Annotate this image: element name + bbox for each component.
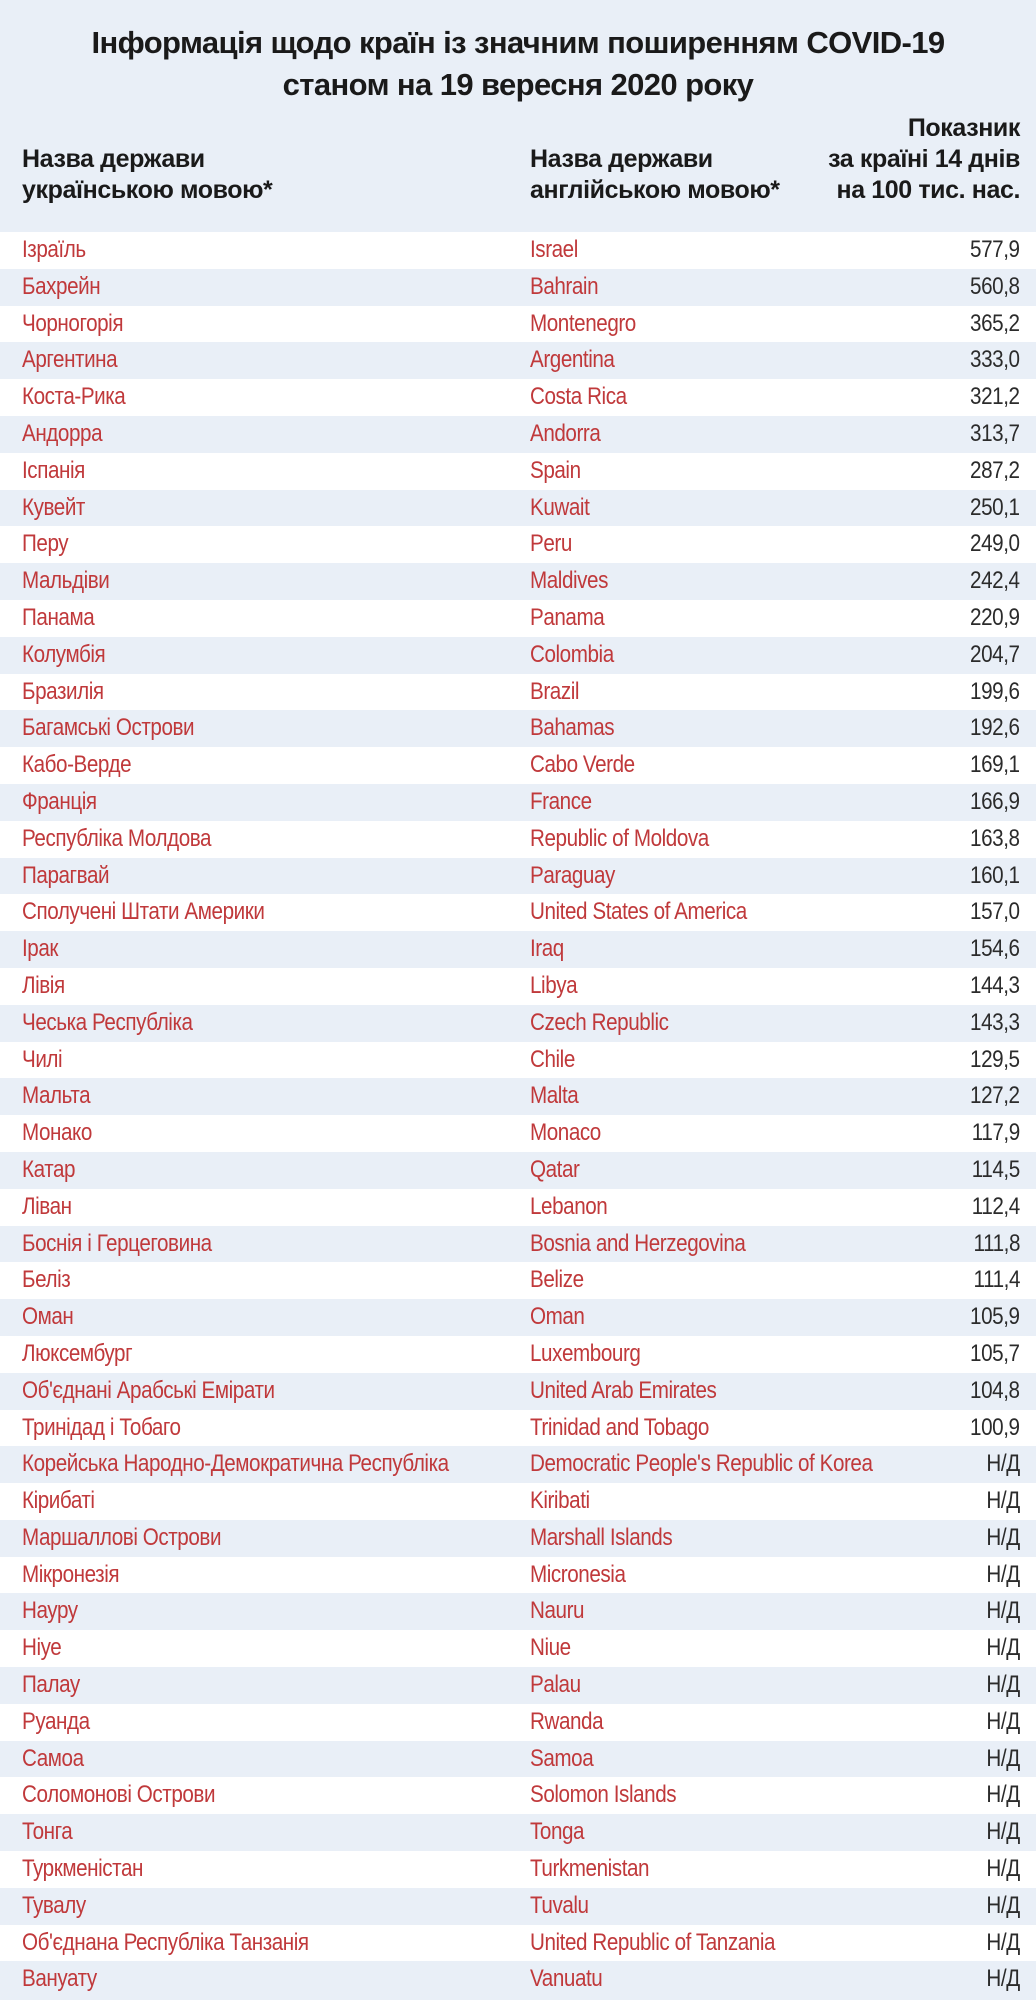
country-name-ukrainian: Соломонові Острови bbox=[22, 1781, 216, 1809]
incidence-value: 143,3 bbox=[970, 1008, 1020, 1036]
country-name-english: Niue bbox=[530, 1634, 571, 1662]
table-row bbox=[0, 1630, 1036, 1667]
incidence-value: 321,2 bbox=[970, 383, 1020, 411]
incidence-value: Н/Д bbox=[986, 1818, 1020, 1846]
table-row bbox=[0, 1593, 1036, 1630]
country-name-ukrainian: Беліз bbox=[22, 1266, 71, 1294]
table-row bbox=[0, 342, 1036, 379]
country-name-english: Paraguay bbox=[530, 861, 615, 889]
country-name-english: Spain bbox=[530, 456, 581, 484]
country-name-ukrainian: Корейська Народно-Демократична Республіка bbox=[22, 1450, 449, 1478]
table-row bbox=[0, 232, 1036, 269]
country-name-ukrainian: Тонга bbox=[22, 1818, 73, 1846]
country-name-ukrainian: Республіка Молдова bbox=[22, 824, 212, 852]
incidence-value: 249,0 bbox=[970, 530, 1020, 558]
country-name-english: Brazil bbox=[530, 677, 580, 705]
incidence-value: 111,4 bbox=[973, 1266, 1020, 1294]
country-name-english: Micronesia bbox=[530, 1560, 626, 1588]
table-row bbox=[0, 600, 1036, 637]
country-name-ukrainian: Ізраїль bbox=[22, 236, 86, 263]
country-name-english: Panama bbox=[530, 603, 605, 631]
country-name-ukrainian: Тувалу bbox=[22, 1891, 86, 1919]
country-name-ukrainian: Люксембург bbox=[22, 1339, 133, 1367]
table-row bbox=[0, 894, 1036, 931]
table-row bbox=[0, 306, 1036, 343]
country-name-english: Tuvalu bbox=[530, 1891, 589, 1919]
country-name-ukrainian: Кабо-Верде bbox=[22, 751, 132, 779]
incidence-value: 111,8 bbox=[973, 1229, 1020, 1257]
table-row bbox=[0, 1851, 1036, 1888]
country-name-english: Nauru bbox=[530, 1597, 585, 1625]
country-name-english: Montenegro bbox=[530, 309, 636, 337]
incidence-value: 117,9 bbox=[972, 1119, 1020, 1147]
country-name-ukrainian: Ліван bbox=[22, 1192, 72, 1220]
incidence-value: 166,9 bbox=[970, 787, 1020, 815]
incidence-value: Н/Д bbox=[986, 1781, 1020, 1809]
table-row bbox=[0, 1483, 1036, 1520]
incidence-value: 250,1 bbox=[970, 493, 1020, 521]
column-header-english-name-line-2: англійською мовою* bbox=[530, 176, 780, 204]
country-name-english: Turkmenistan bbox=[530, 1855, 650, 1883]
country-name-english: Marshall Islands bbox=[530, 1523, 673, 1551]
country-name-english: Andorra bbox=[530, 419, 601, 447]
country-name-english: France bbox=[530, 787, 592, 815]
country-name-ukrainian: Чеська Республіка bbox=[22, 1008, 193, 1036]
country-name-ukrainian: Перу bbox=[22, 530, 69, 558]
table-row bbox=[0, 1373, 1036, 1410]
table-row bbox=[0, 490, 1036, 527]
column-header-indicator-line-2: за країні 14 днів bbox=[828, 145, 1020, 173]
table-row bbox=[0, 416, 1036, 453]
country-name-ukrainian: Кувейт bbox=[22, 493, 85, 521]
country-name-ukrainian: Коста-Рика bbox=[22, 383, 126, 411]
table-row bbox=[0, 968, 1036, 1005]
country-name-ukrainian: Бахрейн bbox=[22, 272, 101, 300]
country-name-english: Argentina bbox=[530, 346, 615, 374]
table-row bbox=[0, 1299, 1036, 1336]
table-row bbox=[0, 1005, 1036, 1042]
table-row bbox=[0, 1667, 1036, 1704]
country-name-ukrainian: Самоа bbox=[22, 1744, 84, 1772]
table-row bbox=[0, 563, 1036, 600]
country-name-english: Vanuatu bbox=[530, 1965, 603, 1993]
table-row bbox=[0, 1741, 1036, 1778]
country-name-ukrainian: Монако bbox=[22, 1119, 92, 1147]
country-name-ukrainian: Іспанія bbox=[22, 456, 85, 484]
country-name-ukrainian: Колумбія bbox=[22, 640, 106, 668]
country-name-ukrainian: Мікронезія bbox=[22, 1560, 120, 1588]
country-name-ukrainian: Маршаллові Острови bbox=[22, 1523, 222, 1551]
table-row bbox=[0, 1189, 1036, 1226]
table-row bbox=[0, 1078, 1036, 1115]
country-name-english: Palau bbox=[530, 1671, 581, 1699]
column-header-english-name bbox=[530, 144, 780, 206]
country-table bbox=[0, 232, 1036, 1998]
incidence-value: Н/Д bbox=[986, 1707, 1020, 1735]
country-name-ukrainian: Панама bbox=[22, 603, 95, 631]
country-name-ukrainian: Мальдіви bbox=[22, 567, 110, 595]
country-name-ukrainian: Об'єднані Арабські Емірати bbox=[22, 1376, 275, 1404]
table-row bbox=[0, 747, 1036, 784]
country-name-ukrainian: Науру bbox=[22, 1597, 78, 1625]
incidence-value: 127,2 bbox=[970, 1082, 1020, 1110]
incidence-value: 154,6 bbox=[970, 935, 1020, 963]
table-row bbox=[0, 1888, 1036, 1925]
title-line-2: станом на 19 вересня 2020 року bbox=[282, 67, 754, 102]
table-row bbox=[0, 1262, 1036, 1299]
country-name-english: Chile bbox=[530, 1045, 575, 1073]
incidence-value: 169,1 bbox=[970, 751, 1020, 779]
country-name-english: Maldives bbox=[530, 567, 609, 595]
incidence-value: Н/Д bbox=[986, 1597, 1020, 1625]
table-row bbox=[0, 1777, 1036, 1814]
country-name-ukrainian: Оман bbox=[22, 1303, 74, 1331]
country-name-english: Trinidad and Tobago bbox=[530, 1413, 709, 1441]
column-header-indicator-line-3: на 100 тис. нас. bbox=[836, 176, 1020, 204]
country-name-ukrainian: Чилі bbox=[22, 1045, 63, 1073]
table-row bbox=[0, 1336, 1036, 1373]
country-name-ukrainian: Палау bbox=[22, 1671, 80, 1699]
incidence-value: 160,1 bbox=[970, 861, 1020, 889]
column-header-indicator-line-1: Показник bbox=[907, 114, 1020, 142]
country-name-ukrainian: Туркменістан bbox=[22, 1855, 143, 1883]
country-name-english: Czech Republic bbox=[530, 1008, 669, 1036]
incidence-value: 104,8 bbox=[970, 1376, 1020, 1404]
table-row bbox=[0, 1520, 1036, 1557]
country-name-english: Qatar bbox=[530, 1155, 580, 1183]
country-name-english: Kiribati bbox=[530, 1487, 590, 1515]
country-name-english: Tonga bbox=[530, 1818, 585, 1846]
country-name-ukrainian: Багамські Острови bbox=[22, 714, 195, 742]
title-line-1: Інформація щодо країн із значним поширенням COVID-19 bbox=[91, 25, 945, 60]
incidence-value: 242,4 bbox=[970, 567, 1020, 595]
table-row bbox=[0, 1152, 1036, 1189]
incidence-value: 163,8 bbox=[970, 824, 1020, 852]
table-row bbox=[0, 821, 1036, 858]
country-name-english: Colombia bbox=[530, 640, 614, 668]
incidence-value: 204,7 bbox=[970, 640, 1020, 668]
country-name-ukrainian: Руанда bbox=[22, 1707, 90, 1735]
column-header-english-name-line-1: Назва держави bbox=[530, 145, 713, 173]
country-name-english: Kuwait bbox=[530, 493, 590, 521]
country-name-english: Republic of Moldova bbox=[530, 824, 709, 852]
country-name-ukrainian: Ірак bbox=[22, 935, 59, 963]
country-name-ukrainian: Аргентина bbox=[22, 346, 118, 374]
country-name-english: Costa Rica bbox=[530, 383, 627, 411]
incidence-value: 577,9 bbox=[970, 236, 1020, 263]
incidence-value: 560,8 bbox=[970, 272, 1020, 300]
country-name-english: Cabo Verde bbox=[530, 751, 635, 779]
country-name-ukrainian: Об'єднана Республіка Танзанія bbox=[22, 1928, 309, 1956]
country-name-english: Lebanon bbox=[530, 1192, 608, 1220]
table-row bbox=[0, 1115, 1036, 1152]
country-name-english: Bosnia and Herzegovina bbox=[530, 1229, 746, 1257]
column-header-ukrainian-name-line-1: Назва держави bbox=[22, 145, 205, 173]
table-row bbox=[0, 526, 1036, 563]
table-row bbox=[0, 710, 1036, 747]
page-title bbox=[0, 22, 1036, 106]
country-name-english: Israel bbox=[530, 236, 578, 263]
table-row bbox=[0, 784, 1036, 821]
country-name-english: Malta bbox=[530, 1082, 579, 1110]
country-name-ukrainian: Вануату bbox=[22, 1965, 97, 1993]
incidence-value: Н/Д bbox=[986, 1744, 1020, 1772]
country-name-ukrainian: Ніуе bbox=[22, 1634, 62, 1662]
table-row bbox=[0, 1557, 1036, 1594]
column-header-ukrainian-name bbox=[22, 144, 272, 206]
country-name-ukrainian: Парагвай bbox=[22, 861, 110, 889]
table-row bbox=[0, 1410, 1036, 1447]
country-name-english: Democratic People's Republic of Korea bbox=[530, 1450, 873, 1478]
country-name-ukrainian: Андорра bbox=[22, 419, 103, 447]
incidence-value: 220,9 bbox=[970, 603, 1020, 631]
table-row bbox=[0, 1704, 1036, 1741]
country-name-english: Bahamas bbox=[530, 714, 615, 742]
incidence-value: 105,9 bbox=[970, 1303, 1020, 1331]
table-row bbox=[0, 1446, 1036, 1483]
incidence-value: 365,2 bbox=[970, 309, 1020, 337]
incidence-value: 114,5 bbox=[972, 1155, 1020, 1183]
incidence-value: Н/Д bbox=[986, 1560, 1020, 1588]
incidence-value: Н/Д bbox=[986, 1855, 1020, 1883]
incidence-value: 333,0 bbox=[970, 346, 1020, 374]
country-name-ukrainian: Лівія bbox=[22, 971, 65, 999]
table-row bbox=[0, 269, 1036, 306]
table-row bbox=[0, 1925, 1036, 1962]
incidence-value: Н/Д bbox=[986, 1450, 1020, 1478]
incidence-value: 100,9 bbox=[970, 1413, 1020, 1441]
table-row bbox=[0, 858, 1036, 895]
country-name-english: Iraq bbox=[530, 935, 564, 963]
country-name-english: Monaco bbox=[530, 1119, 601, 1147]
table-row bbox=[0, 1226, 1036, 1263]
table-row bbox=[0, 1814, 1036, 1851]
incidence-value: 313,7 bbox=[970, 419, 1020, 447]
incidence-value: 129,5 bbox=[970, 1045, 1020, 1073]
country-name-ukrainian: Кірибаті bbox=[22, 1487, 95, 1515]
country-name-english: Peru bbox=[530, 530, 572, 558]
country-name-english: Oman bbox=[530, 1303, 585, 1331]
country-name-ukrainian: Катар bbox=[22, 1155, 76, 1183]
incidence-value: 112,4 bbox=[972, 1192, 1020, 1220]
incidence-value: 199,6 bbox=[970, 677, 1020, 705]
table-row bbox=[0, 379, 1036, 416]
table-row bbox=[0, 931, 1036, 968]
table-row bbox=[0, 674, 1036, 711]
incidence-value: 144,3 bbox=[970, 971, 1020, 999]
country-name-ukrainian: Чорногорія bbox=[22, 309, 124, 337]
country-name-ukrainian: Сполучені Штати Америки bbox=[22, 898, 265, 926]
incidence-value: 287,2 bbox=[970, 456, 1020, 484]
incidence-value: Н/Д bbox=[986, 1891, 1020, 1919]
country-name-english: Luxembourg bbox=[530, 1339, 641, 1367]
country-name-ukrainian: Мальта bbox=[22, 1082, 91, 1110]
country-name-english: Libya bbox=[530, 971, 578, 999]
column-header-ukrainian-name-line-2: українською мовою* bbox=[22, 176, 273, 204]
country-name-english: United States of America bbox=[530, 898, 747, 926]
country-name-ukrainian: Бразилія bbox=[22, 677, 104, 705]
incidence-value: Н/Д bbox=[986, 1965, 1020, 1993]
incidence-value: Н/Д bbox=[986, 1928, 1020, 1956]
country-name-english: Samoa bbox=[530, 1744, 594, 1772]
incidence-value: 192,6 bbox=[970, 714, 1020, 742]
incidence-value: 157,0 bbox=[970, 898, 1020, 926]
country-name-english: Bahrain bbox=[530, 272, 599, 300]
country-name-ukrainian: Боснія і Герцеговина bbox=[22, 1229, 212, 1257]
table-row bbox=[0, 637, 1036, 674]
country-name-english: United Republic of Tanzania bbox=[530, 1928, 776, 1956]
incidence-value: Н/Д bbox=[986, 1523, 1020, 1551]
column-header-indicator bbox=[828, 113, 1020, 206]
country-name-english: United Arab Emirates bbox=[530, 1376, 717, 1404]
table-row bbox=[0, 1961, 1036, 1998]
incidence-value: 105,7 bbox=[970, 1339, 1020, 1367]
incidence-value: Н/Д bbox=[986, 1671, 1020, 1699]
country-name-ukrainian: Тринідад і Тобаго bbox=[22, 1413, 181, 1441]
country-name-english: Belize bbox=[530, 1266, 584, 1294]
incidence-value: Н/Д bbox=[986, 1634, 1020, 1662]
country-name-ukrainian: Франція bbox=[22, 787, 97, 815]
table-row bbox=[0, 1042, 1036, 1079]
country-name-english: Rwanda bbox=[530, 1707, 604, 1735]
table-row bbox=[0, 453, 1036, 490]
country-name-english: Solomon Islands bbox=[530, 1781, 677, 1809]
incidence-value: Н/Д bbox=[986, 1487, 1020, 1515]
